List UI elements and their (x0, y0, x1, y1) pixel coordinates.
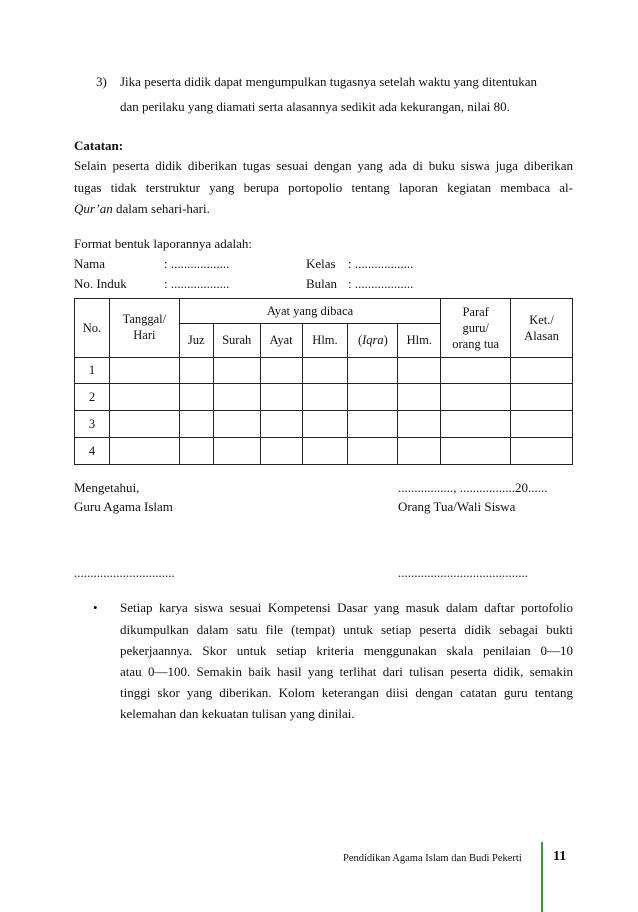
format-intro: Format bentuk laporannya adalah: (74, 236, 252, 251)
page-number: 11 (553, 849, 567, 864)
header-paraf-l2: guru/ (462, 320, 489, 335)
header-ayat: Ayat yang dibaca (179, 299, 440, 324)
bullet-line4: atau 0—100. Semakin baik hasil yang terlihat dari tulisan peserta didik, semakin (120, 664, 573, 679)
kelas-value: : .................. (348, 256, 414, 271)
bullet-line3: pekerjaannya. Skor untuk setiap kriteria menggunakan skala penilaian 0—10 (120, 643, 573, 658)
subheader-iqra: (Iqra) (348, 324, 398, 358)
header-paraf (441, 299, 511, 358)
catatan-line3-rest: dalam sehari-hari. (112, 201, 210, 216)
header-ket (511, 299, 573, 358)
catatan-heading: Catatan: (74, 138, 124, 153)
sign-right-2: Orang Tua/Wali Siswa (398, 499, 516, 514)
row-number: 4 (75, 438, 110, 465)
header-paraf-l3: orang tua (452, 337, 500, 352)
catatan-line2: tugas tidak terstruktur yang berupa portopolio tentang laporan kegiatan membaca al- (74, 180, 573, 195)
bulan-label: Bulan (306, 276, 338, 291)
bullet-icon: • (93, 600, 98, 615)
sign-right-dots: ........................................ (398, 565, 528, 580)
footer-rule (541, 842, 543, 912)
bullet-line2: dikumpulkan dalam satu file (tempat) untuk setiap peserta didik sebagai bukti (120, 622, 573, 637)
footer-book-title: Pendidikan Agama Islam dan Budi Pekerti (343, 853, 522, 864)
iqra-italic: Iqra (362, 333, 384, 347)
catatan-line1: Selain peserta didik diberikan tugas sesuai dengan yang ada di buku siswa juga diberikan (74, 158, 573, 173)
bullet-line1: Setiap karya siswa sesuai Kompetensi Dasar yang masuk dalam daftar portofolio (120, 600, 573, 615)
subheader-hlm: Hlm. (302, 324, 348, 358)
sign-left-dots: ............................... (74, 565, 175, 580)
header-no: No. (75, 299, 110, 358)
list-number: 3) (96, 74, 107, 89)
row-number: 1 (75, 358, 110, 384)
subheader-surah: Surah (213, 324, 260, 358)
induk-label: No. Induk (74, 276, 127, 291)
header-paraf-l1: Paraf (462, 304, 489, 319)
sign-left-1: Mengetahui, (74, 480, 140, 495)
nama-label: Nama (74, 256, 106, 271)
subheader-hlm: Hlm. (398, 324, 441, 358)
reading-log-table (74, 298, 573, 465)
kelas-label: Kelas (306, 256, 336, 271)
induk-value: : .................. (164, 276, 230, 291)
bulan-value: : .................. (348, 276, 414, 291)
quran-italic: Qur’an (74, 201, 113, 216)
row-number: 3 (75, 411, 110, 438)
header-tanggal-l1: Tanggal/ (122, 312, 167, 327)
header-tanggal (109, 299, 179, 358)
sign-left-2: Guru Agama Islam (74, 499, 173, 514)
catatan-line3 (74, 201, 210, 217)
row-number: 2 (75, 384, 110, 411)
header-ket-l2: Alasan (524, 329, 559, 343)
subheader-ayat: Ayat (260, 324, 302, 358)
header-tanggal-l2: Hari (133, 328, 156, 342)
header-ket-l1: Ket./ (529, 312, 554, 327)
nama-value: : .................. (164, 256, 230, 271)
item3-line2: dan perilaku yang diamati serta alasannya sedikit ada kekurangan, nilai 80. (120, 99, 510, 114)
sign-right-1: ................., .................20...... (398, 480, 548, 495)
bullet-line6: kelemahan dan kekuatan tulisan yang dinilai. (120, 706, 355, 721)
item3-line1: Jika peserta didik dapat mengumpulkan tugasnya setelah waktu yang ditentukan (120, 74, 537, 89)
subheader-juz: Juz (179, 324, 213, 358)
bullet-line5: tinggi skor yang diberikan. Kolom keterangan diisi dengan catatan guru tentang (120, 685, 573, 700)
